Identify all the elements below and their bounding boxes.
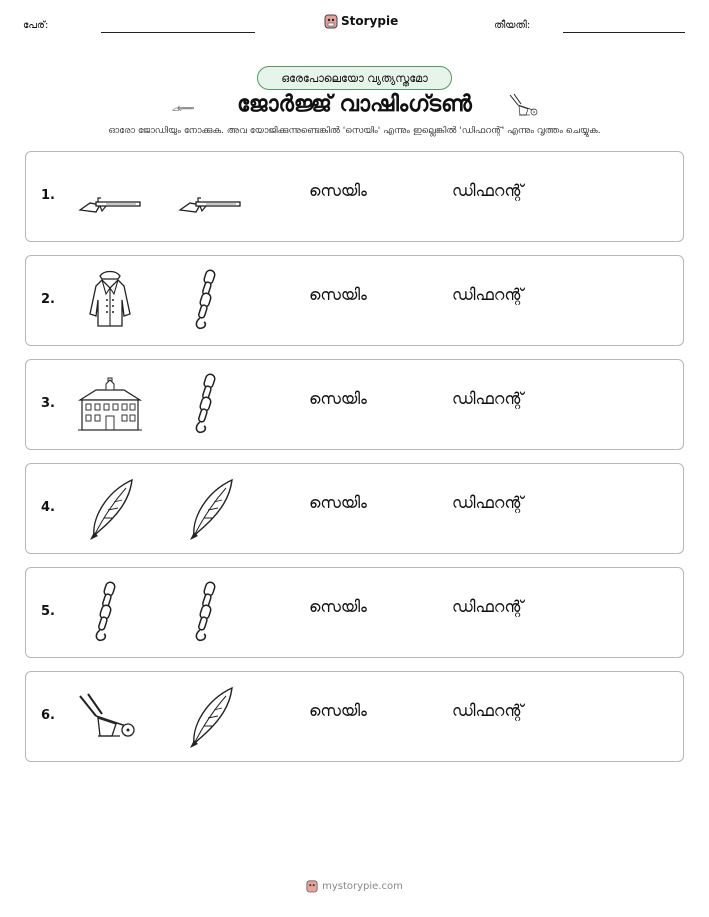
chain-icon [176, 578, 244, 648]
name-line[interactable] [101, 32, 255, 33]
different-option[interactable]: ഡിഫറന്റ് [452, 389, 524, 408]
logo-text: Storypie [341, 14, 399, 28]
chain-icon [76, 578, 144, 648]
question-number: 2. [41, 292, 55, 307]
different-option[interactable]: ഡിഫറന്റ് [452, 285, 524, 304]
different-option[interactable]: ഡിഫറന്റ് [452, 597, 524, 616]
musket-icon [176, 162, 244, 232]
question-number: 4. [41, 500, 55, 515]
question-number: 1. [41, 188, 55, 203]
storypie-logo [324, 13, 398, 29]
musket-icon [76, 162, 144, 232]
same-option[interactable]: സെയിം [309, 701, 367, 720]
different-option[interactable]: ഡിഫറന്റ് [452, 181, 524, 200]
date-line[interactable] [563, 32, 685, 33]
same-option[interactable]: സെയിം [309, 285, 367, 304]
question-number: 5. [41, 604, 55, 619]
question-row-5 [25, 567, 684, 658]
storypie-footer-icon [306, 879, 318, 893]
same-option[interactable]: സെയിം [309, 597, 367, 616]
instructions: ഓരോ ജോഡിയും നോക്കുക. അവ യോജിക്കുന്നുണ്ടെങ്കിൽ 'സെയിം' എന്നും ഇല്ലെങ്കിൽ 'ഡിഫറന്റ്' എന്നും വൃത്തം ചെയ്യുക. [108, 126, 601, 136]
chain-icon [176, 266, 244, 336]
quill-icon [176, 682, 244, 752]
question-row-2 [25, 255, 684, 346]
same-option[interactable]: സെയിം [309, 493, 367, 512]
worksheet-badge: ഒരേപോലെയോ വ്യത്യസ്തമോ [257, 66, 452, 90]
question-row-6 [25, 671, 684, 762]
different-option[interactable]: ഡിഫറന്റ് [452, 493, 524, 512]
question-number: 6. [41, 708, 55, 723]
plow-icon [76, 682, 144, 752]
question-row-4 [25, 463, 684, 554]
chain-icon [176, 370, 244, 440]
footer-site[interactable]: mystorypie.com [322, 880, 403, 892]
different-option[interactable]: ഡിഫറന്റ് [452, 701, 524, 720]
date-label: തീയതി: [494, 20, 531, 31]
storypie-logo-icon [324, 13, 338, 29]
plow-icon [508, 90, 542, 120]
question-row-3 [25, 359, 684, 450]
footer [0, 879, 709, 893]
same-option[interactable]: സെയിം [309, 181, 367, 200]
quill-icon [76, 474, 144, 544]
mansion-icon [76, 370, 144, 440]
page-title: ജോർജ്ജ് വാഷിംഗ്ടൺ [237, 92, 472, 117]
quill-icon [176, 474, 244, 544]
same-option[interactable]: സെയിം [309, 389, 367, 408]
question-row-1 [25, 151, 684, 242]
question-number: 3. [41, 396, 55, 411]
name-label: പേര്: [23, 20, 49, 31]
coat-icon [76, 266, 144, 336]
